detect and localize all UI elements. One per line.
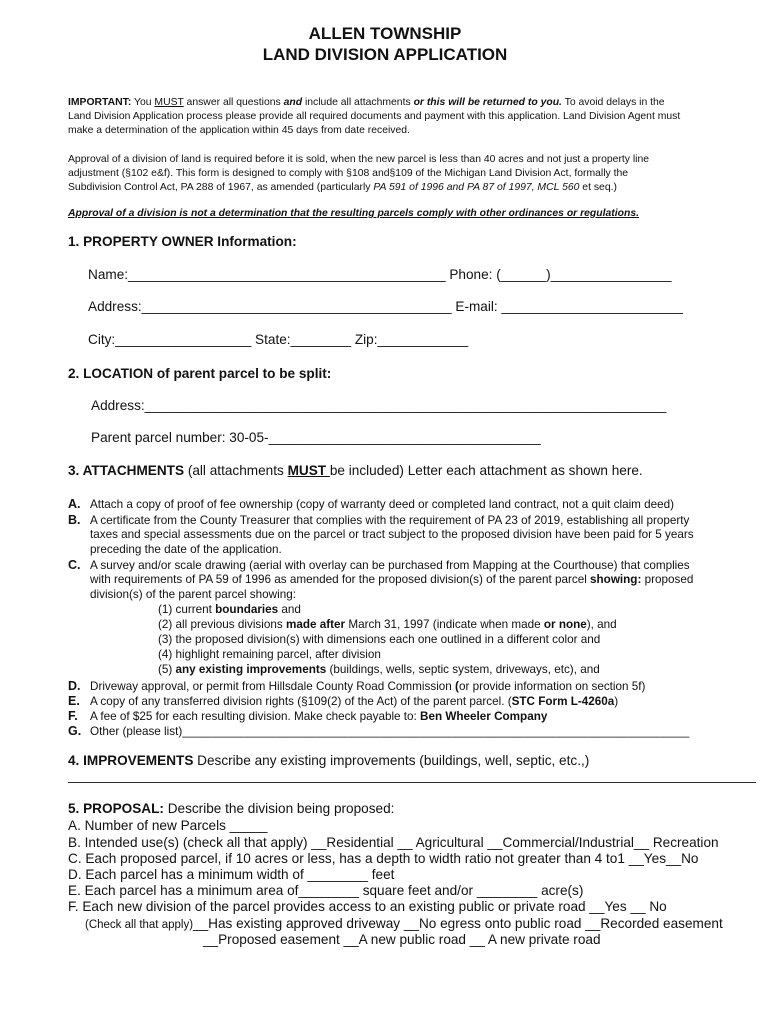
attachment-e: [68, 694, 618, 708]
attachment-g[interactable]: [68, 724, 689, 738]
made-after-emphasis: made after: [285, 618, 346, 631]
important-line-2: Land Division Application process please provide all required documents and payment with this application. Land Division Agent must: [68, 111, 681, 122]
improvements-label: 4. IMPROVEMENTS: [68, 753, 194, 768]
attachment-b: [68, 513, 689, 527]
must-underlined: MUST: [154, 97, 184, 108]
improvements-emphasis: any existing improvements: [175, 663, 327, 676]
must-underlined: MUST: [287, 463, 330, 478]
approval-line-1: Approval of a division of land is required before it is sold, when the new parcel is less than 40 acres and not just a property line: [68, 154, 650, 165]
proposal-item-f[interactable]: F. Each new division of the parcel provides access to an existing public or private road __Yes __ No: [68, 899, 667, 914]
owner-name-phone-field[interactable]: Name:__________________________________________ Phone: (______)________________: [88, 267, 672, 282]
section-5-heading: [68, 801, 394, 816]
attachment-b-line-3: preceding the date of the application.: [90, 543, 282, 556]
attachment-f: [68, 709, 547, 723]
attachment-text: A copy of any transferred division rights (§109(2) of the Act) of the parent parcel. (: [90, 695, 512, 708]
approval-text: et seq.): [579, 182, 617, 193]
access-options[interactable]: __Has existing approved driveway __No egress onto public road __Recorded easement: [193, 916, 723, 931]
attachment-text: Attach a copy of proof of fee ownership (copy of warranty deed or completed land contract, not a quit claim deed): [90, 498, 675, 511]
sub-text: (buildings, wells, septic system, driveways, etc), and: [326, 663, 600, 676]
attachment-c: [68, 558, 690, 572]
section-2-heading: 2. LOCATION of parent parcel to be split:: [68, 366, 332, 381]
attachment-letter: B.: [68, 513, 81, 527]
proposal-item-g-line-2[interactable]: __Proposed easement __A new public road __ A new private road: [203, 932, 601, 947]
parcel-address-field[interactable]: Address:_____________________________________________________________________: [91, 398, 667, 413]
form-title-application: LAND DIVISION APPLICATION: [262, 45, 508, 64]
proposal-item-b[interactable]: B. Intended use(s) (check all that apply) __Residential __ Agricultural __Commercial/Industrial__ Recreation: [68, 835, 719, 850]
boundaries-emphasis: boundaries: [215, 603, 279, 616]
attachment-letter: D.: [68, 679, 81, 693]
important-text: You: [131, 97, 155, 108]
attachments-text: be included) Letter each attachment as shown here.: [329, 463, 643, 478]
attachment-c-line-3: division(s) of the parent parcel showing:: [90, 588, 296, 601]
act-citation: PA 591 of 1996 and PA 87 of 1997, MCL 560: [373, 182, 580, 193]
sub-text: ), and: [586, 618, 617, 631]
approval-text: Subdivision Control Act, PA 288 of 1967, as amended (particularly: [68, 182, 374, 193]
attachment-text: proposed: [641, 573, 694, 586]
sub-text: and: [278, 603, 301, 616]
attachment-c-line-2: [90, 573, 693, 586]
attachment-b-line-2: taxes and special assessments due on the parcel or tract subject to the proposed division have been paid for 5 years: [90, 528, 694, 541]
proposal-item-e[interactable]: E. Each parcel has a minimum area of________ square feet and/or ________ acre(s): [68, 883, 584, 898]
or-none-emphasis: or none: [543, 618, 587, 631]
improvements-text: Describe any existing improvements (buildings, well, septic, etc.,): [193, 753, 590, 768]
improvements-field[interactable]: ___________________________________________________________________________________________: [68, 768, 756, 783]
other-list-field[interactable]: Other (please list)______________________________________________________________________________: [90, 725, 690, 738]
sub-text: (1) current: [158, 603, 216, 616]
attachments-text: (all attachments: [184, 463, 288, 478]
attachment-text: with requirements of PA 59 of 1996 as amended for the proposed division(s) of the parent parcel: [90, 573, 591, 586]
disclaimer: Approval of a division is not a determination that the resulting parcels comply with other ordinances or regulations.: [68, 208, 639, 219]
important-line-3: make a determination of the application within 45 days from date received.: [68, 125, 410, 136]
section-4-heading: [68, 753, 589, 768]
proposal-text: Describe the division being proposed:: [163, 801, 395, 816]
returned-warning: or this will be returned to you.: [413, 97, 562, 108]
sub-text: (5): [158, 663, 176, 676]
attachment-c-sub-2: [158, 618, 617, 631]
approval-line-3: [68, 181, 617, 195]
attachment-letter: G.: [68, 724, 82, 738]
proposal-item-c[interactable]: C. Each proposed parcel, if 10 acres or less, has a depth to width ratio not greater than 4 to1 __Yes__No: [68, 851, 699, 866]
attachment-letter: C.: [68, 558, 81, 572]
proposal-item-a[interactable]: A. Number of new Parcels _____: [68, 818, 268, 833]
important-text: include all attachments: [302, 97, 414, 108]
check-all-note: (Check all that apply): [85, 919, 194, 931]
attachment-letter: F.: [68, 709, 78, 723]
owner-city-state-zip-field[interactable]: City:__________________ State:________ Zip:____________: [88, 332, 469, 347]
important-text: To avoid delays in the: [561, 97, 665, 108]
attachment-text: A certificate from the County Treasurer that complies with the requirement of PA 23 of 2019, establishing all property: [90, 514, 690, 527]
attachment-text: A fee of $25 for each resulting division. Make check payable to:: [90, 710, 421, 723]
form-title-township: ALLEN TOWNSHIP: [308, 24, 462, 43]
proposal-item-g[interactable]: [85, 916, 723, 931]
proposal-label: 5. PROPOSAL:: [68, 801, 164, 816]
attachment-c-sub-4: (4) highlight remaining parcel, after division: [158, 648, 381, 661]
attachment-a: [68, 497, 674, 511]
attachment-letter: E.: [68, 694, 80, 708]
proposal-item-d[interactable]: D. Each parcel has a minimum width of ________ feet: [68, 867, 395, 882]
parent-parcel-number-field[interactable]: Parent parcel number: 30-05-____________________________________: [91, 430, 541, 445]
showing-emphasis: showing:: [590, 573, 642, 586]
attachment-c-sub-1: [158, 603, 301, 616]
paren-bold: (: [455, 680, 459, 693]
payee-emphasis: Ben Wheeler Company: [420, 710, 548, 723]
owner-address-email-field[interactable]: Address:_________________________________________ E-mail: ________________________: [88, 299, 683, 314]
attachment-text: Driveway approval, or permit from Hillsdale County Road Commission: [90, 680, 456, 693]
important-line-1: [68, 96, 665, 110]
attachment-d: [68, 679, 645, 693]
attachment-text: or provide information on section 5f): [458, 680, 646, 693]
section-3-heading: [68, 463, 643, 478]
attachment-c-sub-3: (3) the proposed division(s) with dimensions each one outlined in a different color and: [158, 633, 601, 646]
sub-text: March 31, 1997 (indicate when made: [345, 618, 544, 631]
important-text: answer all questions: [183, 97, 284, 108]
important-label: IMPORTANT:: [68, 97, 132, 108]
sub-text: (2) all previous divisions: [158, 618, 286, 631]
attachment-text: A survey and/or scale drawing (aerial with overlay can be purchased from Mapping at the Courthouse) that complies: [90, 559, 690, 572]
attachments-label: 3. ATTACHMENTS: [68, 463, 185, 478]
attachment-letter: A.: [68, 497, 81, 511]
section-1-heading: 1. PROPERTY OWNER Information:: [68, 234, 297, 249]
and-emphasis: and: [283, 97, 303, 108]
attachment-c-sub-5: [158, 663, 600, 676]
approval-line-2: adjustment (§102 e&f). This form is designed to comply with §108 and§109 of the Michigan Land Division Act, formally the: [68, 168, 629, 179]
stc-form-emphasis: STC Form L-4260a: [511, 695, 615, 708]
attachment-text: ): [614, 695, 619, 708]
